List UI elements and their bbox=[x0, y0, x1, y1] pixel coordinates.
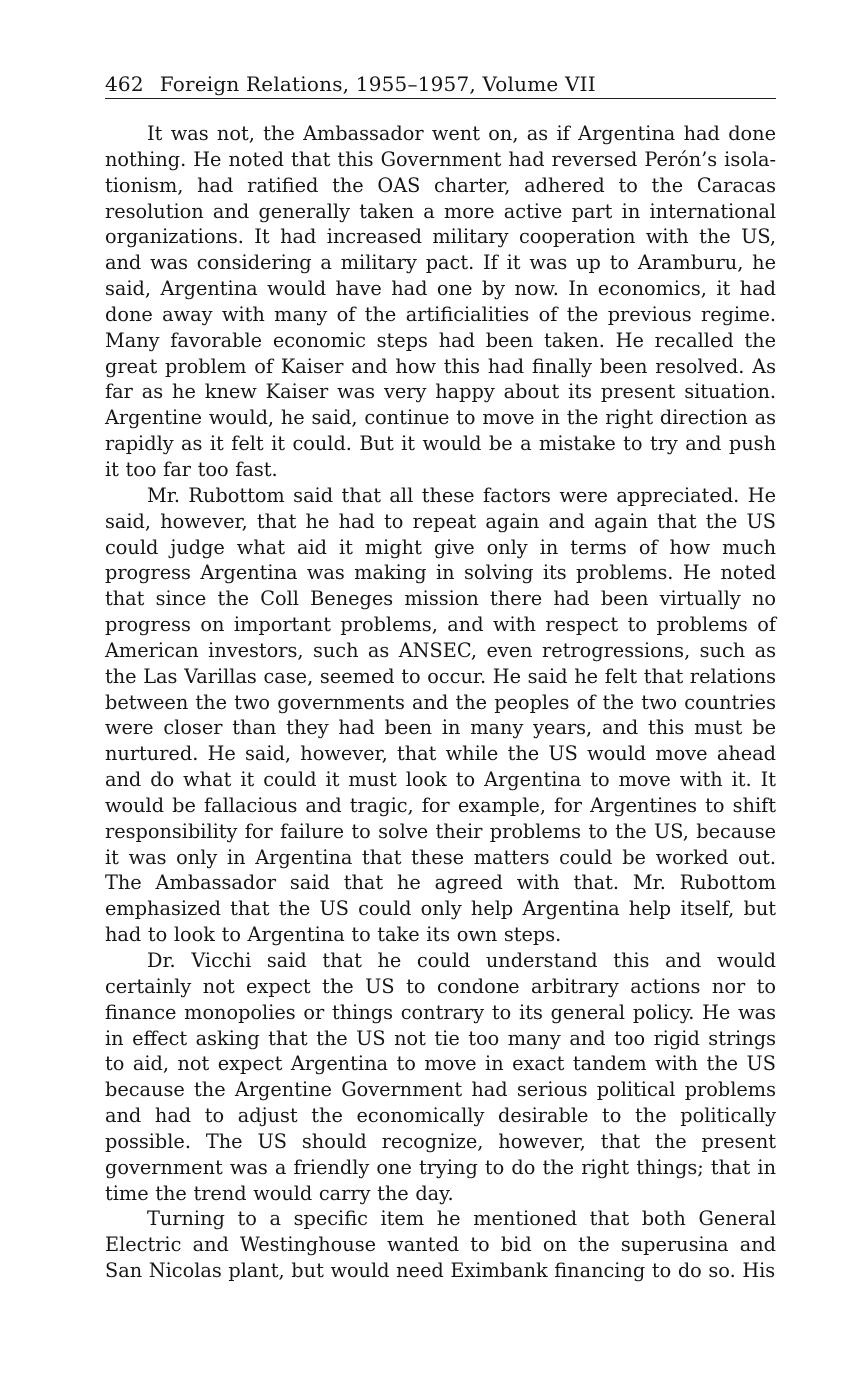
running-head-title: Foreign Relations, 1955–1957, Volume VII bbox=[159, 72, 596, 96]
paragraph: Turning to a specific item he mentioned that both General Electric and Westinghouse wanted to bid on the superusina and San Nicolas plant, but would need Eximbank financing to do so. His bbox=[105, 1207, 776, 1283]
paragraph: Mr. Rubottom said that all these factors were appreciated. He said, however, that he had to repeat again and again that the US could judge what aid it might give only in terms of how much progress Argentina was making in solving its problems. He noted that since the Coll Beneges mission there had been virtually no progress on important problems, and with respect to problems of American investors, such as ANSEC, even retrogressions, such as the Las Varillas case, seemed to occur. He said he felt that relations between the two governments and the peoples of the two countries were closer than they had been in many years, and this must be nurtured. He said, however, that while the US would move ahead and do what it could it must look to Argentina to move with it. It would be fallacious and tragic, for example, for Argentines to shift responsibility for failure to solve their problems to the US, because it was only in Argentina that these matters could be worked out. The Ambassador said that he agreed with that. Mr. Rubottom emphasized that the US could only help Argentina help itself, but had to look to Argentina to take its own steps. bbox=[105, 483, 776, 947]
body-text bbox=[105, 121, 776, 1284]
paragraph: Dr. Vicchi said that he could understand this and would certainly not expect the US to condone arbitrary actions nor to finance monopolies or things contrary to its general policy. He was in effect asking that the US not tie too many and too rigid strings to aid, not expect Argentina to move in exact tandem with the US because the Argentine Government had serious political problems and had to adjust the economically desirable to the politically possible. The US should recognize, however, that the present government was a friendly one trying to do the right things; that in time the trend would carry the day. bbox=[105, 949, 776, 1205]
document-page bbox=[105, 70, 776, 1284]
paragraph: It was not, the Ambassador went on, as if Argentina had done nothing. He noted that this Government had reversed Perón’s isolationism, had ratified the OAS charter, adhered to the Caracas resolution and generally taken a more active part in international organizations. It had increased military cooperation with the US, and was considering a military pact. If it was up to Aramburu, he said, Argentina would have had one by now. In economics, it had done away with many of the artificialities of the previous regime. Many favorable economic steps had been taken. He recalled the great problem of Kaiser and how this had finally been resolved. As far as he knew Kaiser was very happy about its present situation. Argentine would, he said, continue to move in the right direction as rapidly as it felt it could. But it would be a mistake to try and push it too far too fast. bbox=[105, 122, 776, 481]
page-number: 462 bbox=[105, 72, 144, 96]
running-head bbox=[105, 70, 776, 99]
